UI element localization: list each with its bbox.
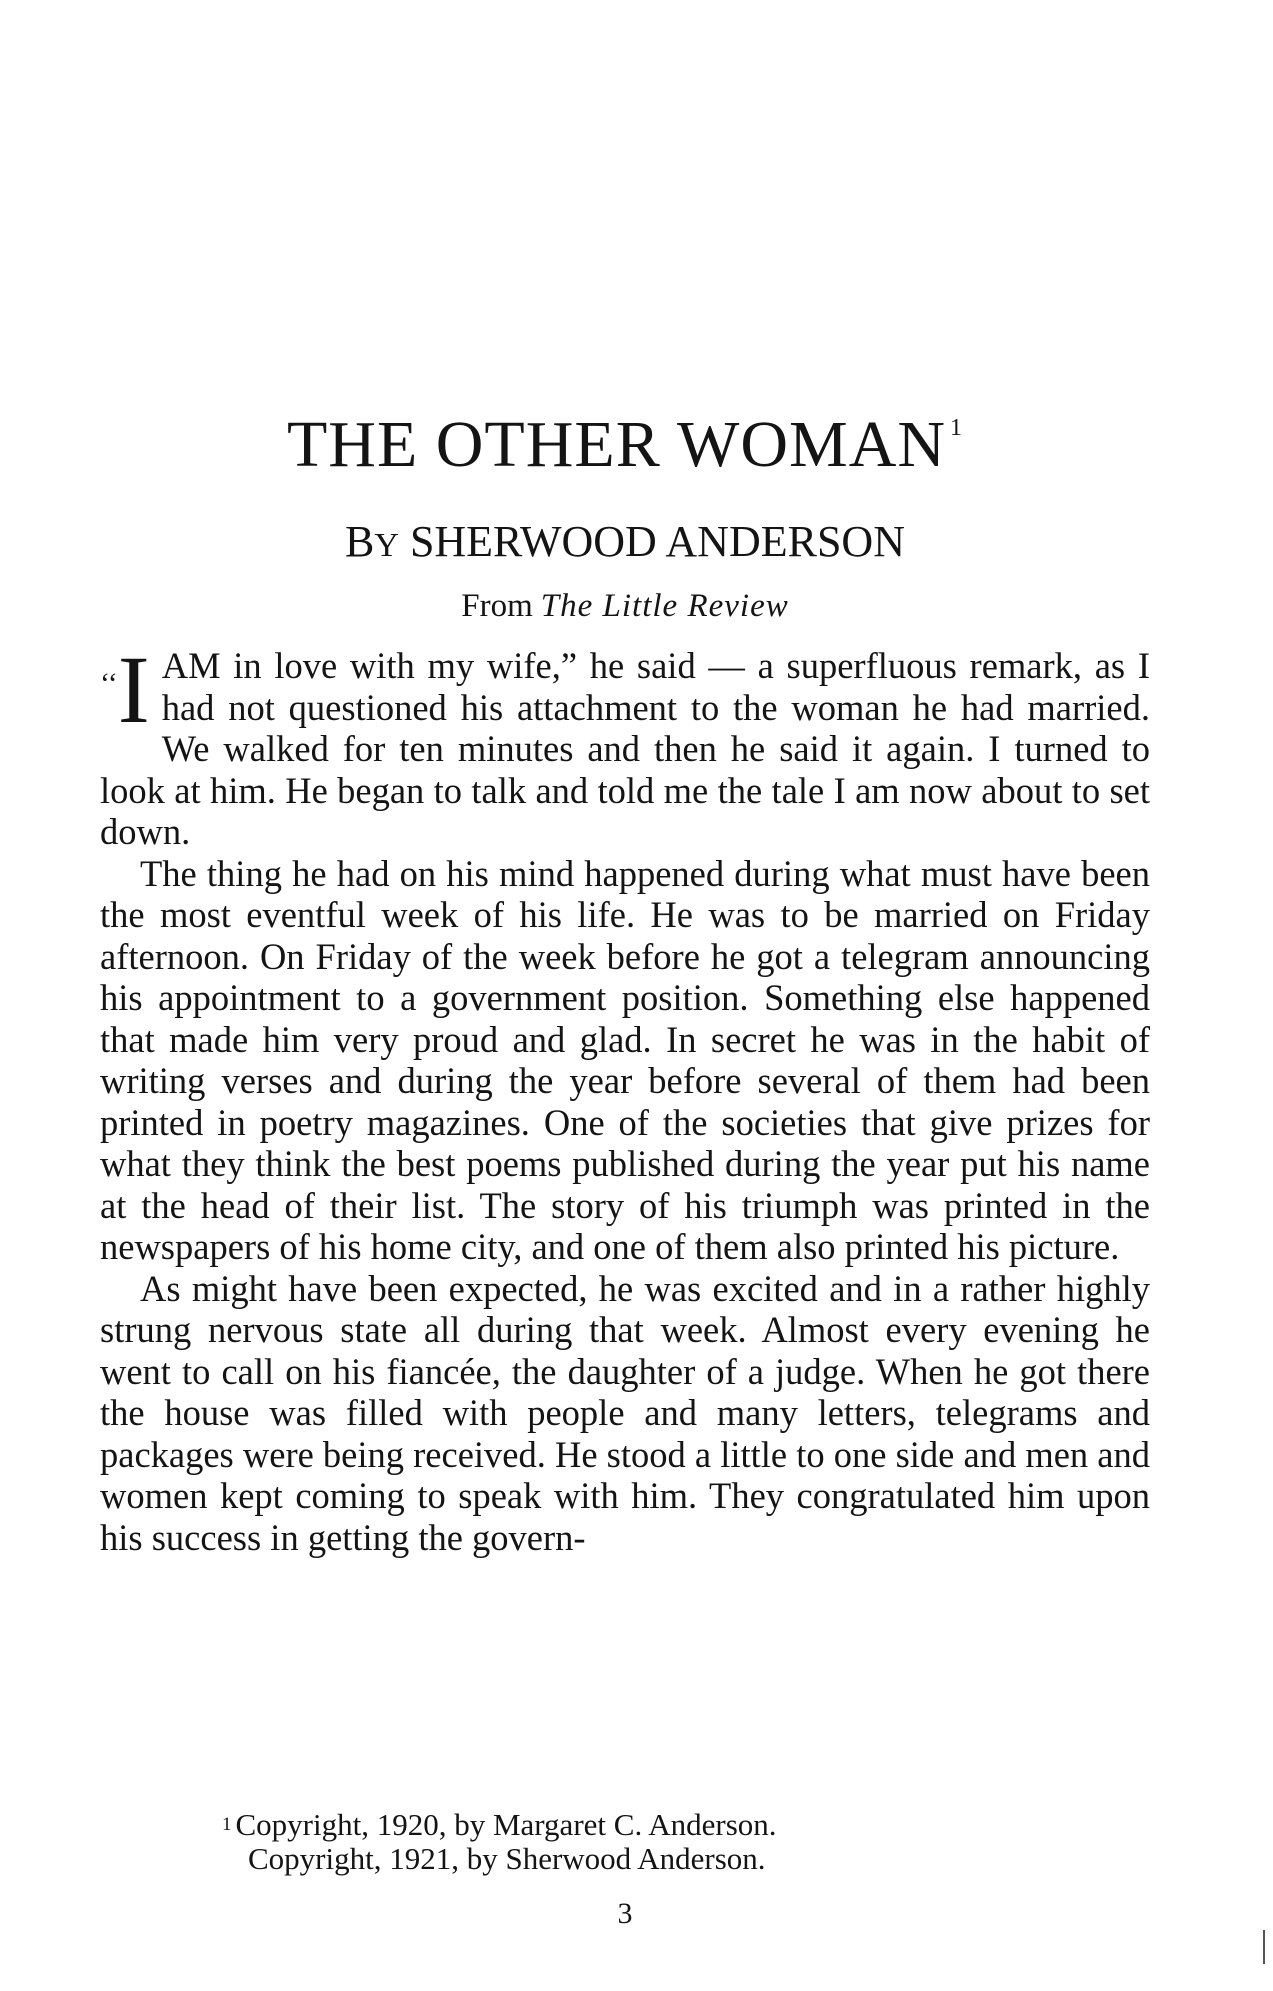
scan-edge-mark [1263, 1930, 1265, 1964]
paragraph-2: The thing he had on his mind happened during what must have been the most eventful week of his life. He was to be married on Friday afternoon. On Friday of the week before he got a telegram announcing his appointment to a government position. Something else happened that made him very proud and glad. In secret he was in the habit of writing verses and during the year before several of them had been printed in poetry magazines. One of the societies that give prizes for what they think the best poems published during the year put his name at the head of their list. The story of his triumph was printed in the newspapers of his home city, and one of them also printed his picture. [100, 852, 1150, 1267]
byline-author: SHERWOOD ANDERSON [409, 517, 905, 566]
story-title [100, 408, 1150, 481]
book-page [100, 0, 1150, 1991]
footnote-line-1: Copyright, 1920, by Margaret C. Anderson. [235, 1807, 777, 1842]
footnote-1 [100, 1808, 1150, 1842]
opening-quote: ‘‘ [100, 667, 118, 700]
drop-cap-letter: I [117, 636, 150, 743]
paragraph-1 [100, 636, 1150, 853]
story-title-text: THE OTHER WOMAN [286, 408, 947, 481]
byline-prefix-cap: B [345, 517, 375, 566]
footnote-2: Copyright, 1921, by Sherwood Anderson. [248, 1841, 766, 1876]
title-footnote-mark: 1 [950, 415, 964, 441]
story-body [100, 636, 1150, 1558]
page-number: 3 [617, 1897, 633, 1930]
source-publication: The Little Review [540, 588, 789, 624]
paragraph-3: As might have been expected, he was excited and in a rather highly strung nervous state all during that week. Almost every evening he went to call on his fiancée, the daughter of a judge. When he got there the house was filled with people and many letters, telegrams and packages were being received. He stood a little to one side and men and women kept coming to speak with him. They congratulated him upon his success in getting the govern- [100, 1267, 1150, 1558]
footnotes [100, 1808, 1150, 1876]
source-line [100, 590, 1150, 623]
drop-cap [100, 636, 150, 743]
byline-prefix-rest: Y [374, 527, 399, 564]
footnote-mark: 1 [222, 1814, 232, 1835]
author-byline [100, 517, 1150, 566]
source-prefix: From [461, 588, 533, 624]
paragraph-1-text: AM in love with my wife,” he said — a superfluous remark, as I had not questioned his attachment to the woman he had married. We walked for ten minutes and then he said it again. I turned to look at him. He began to talk and told me the tale I am now about to set down. [100, 645, 1150, 852]
